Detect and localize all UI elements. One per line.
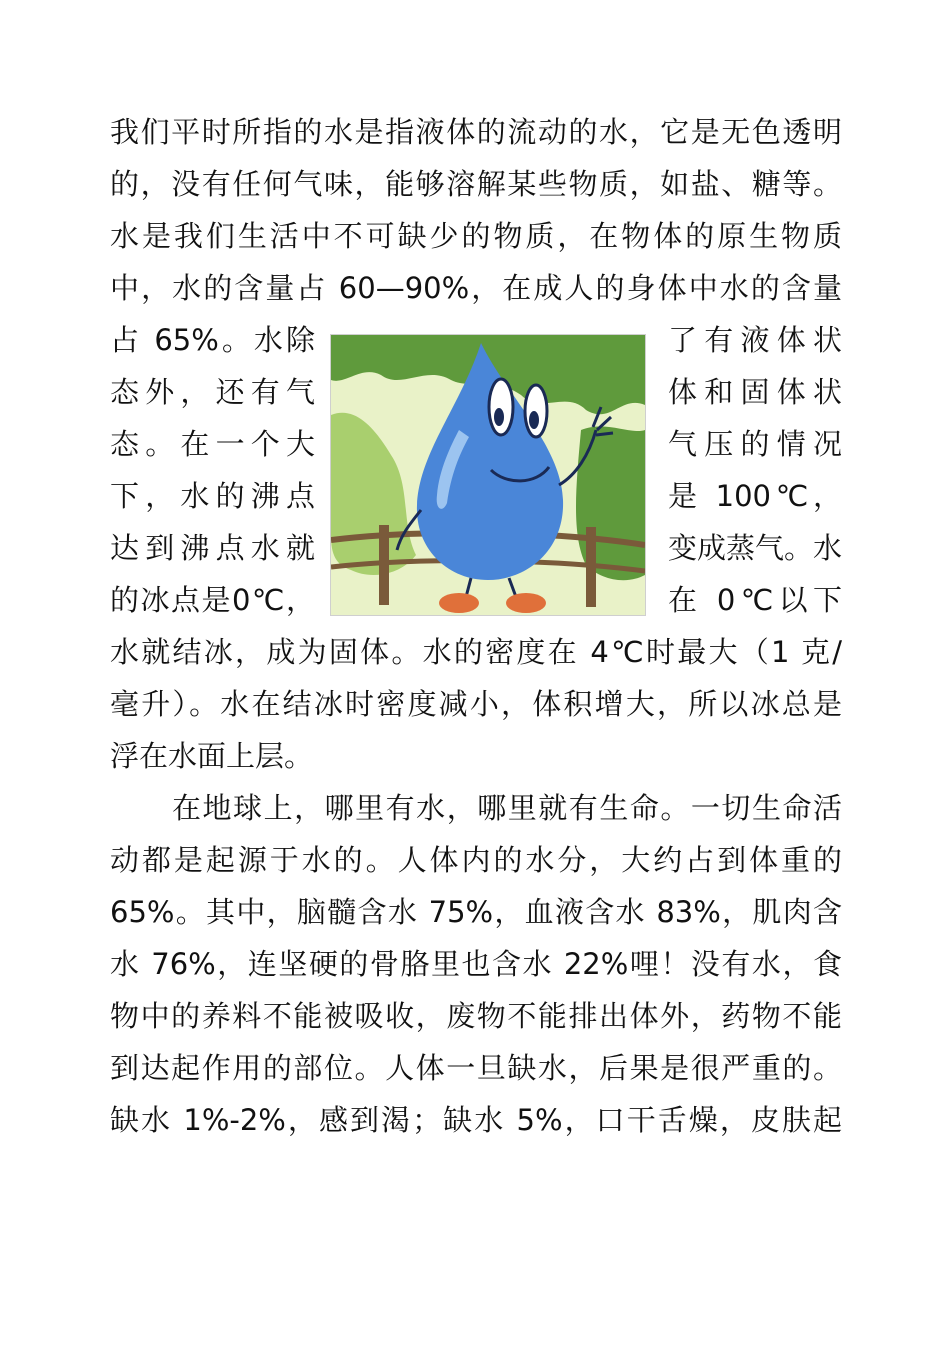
text-line-right: 变成蒸气。水	[668, 531, 842, 565]
text-line: 65%。其中，脑髓含水 75%，血液含水 83%，肌肉含	[110, 895, 842, 929]
text-line: 到达起作用的部位。人体一旦缺水，后果是很严重的。	[110, 1051, 842, 1085]
text-line: 物中的养料不能被吸收，废物不能排出体外，药物不能	[110, 999, 842, 1033]
text-line-left: 态。在一个大	[110, 427, 315, 461]
text-line-left: 占 65%。水除	[110, 323, 315, 357]
text-line: 动都是起源于水的。人体内的水分，大约占到体重的	[110, 843, 842, 877]
paragraph-first-line: 在地球上，哪里有水，哪里就有生命。一切生命活	[172, 791, 842, 825]
text-line: 缺水 1%-2%，感到渴；缺水 5%，口干舌燥，皮肤起	[110, 1103, 842, 1137]
water-drop-illustration	[330, 334, 646, 616]
text-line-left: 下，水的沸点	[110, 479, 315, 513]
text-line: 水是我们生活中不可缺少的物质，在物体的原生物质	[110, 219, 842, 253]
text-line-left: 达到沸点水就	[110, 531, 315, 565]
text-line: 我们平时所指的水是指液体的流动的水，它是无色透明	[110, 115, 842, 149]
text-line: 毫升）。水在结冰时密度减小，体积增大，所以冰总是	[110, 687, 842, 721]
text-line-left: 态外，还有气	[110, 375, 315, 409]
text-line: 浮在水面上层。	[110, 739, 314, 773]
text-line-right: 是 100℃，	[668, 479, 842, 513]
text-line: 中，水的含量占 60—90%，在成人的身体中水的含量	[110, 271, 842, 305]
text-line-right: 在 0℃以下	[668, 583, 842, 617]
text-line-left: 的冰点是0℃，	[110, 583, 315, 617]
water-drop-cartoon-icon	[331, 335, 645, 615]
text-line-right: 气压的情况	[668, 427, 842, 461]
text-line: 水就结冰，成为固体。水的密度在 4℃时最大（1 克/	[110, 635, 842, 669]
text-line: 水 76%，连坚硬的骨胳里也含水 22%哩！没有水，食	[110, 947, 842, 981]
text-line-right: 体和固体状	[668, 375, 842, 409]
text-line: 的，没有任何气味，能够溶解某些物质，如盐、糖等。	[110, 167, 842, 201]
text-line-right: 了有液体状	[668, 323, 842, 357]
